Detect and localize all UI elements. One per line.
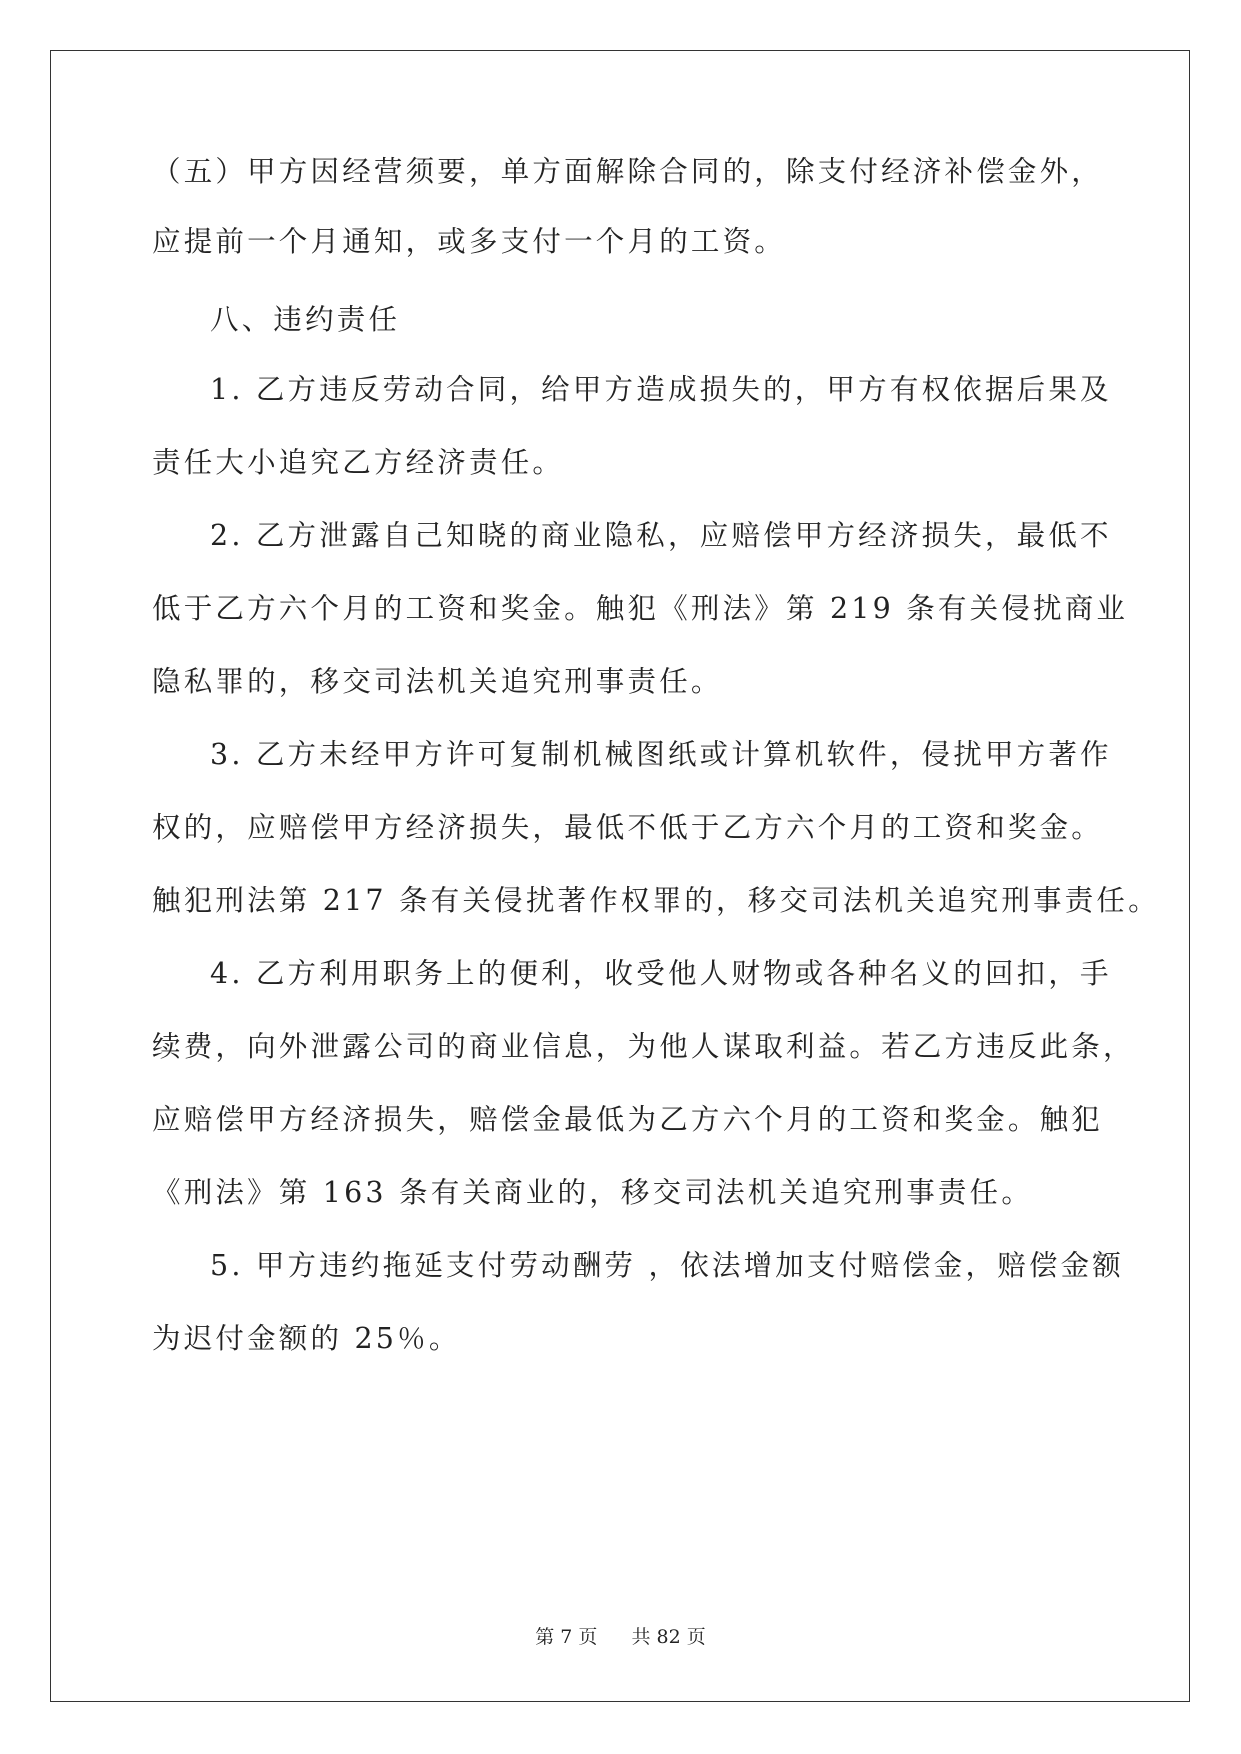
page-frame [50, 50, 1190, 1702]
paragraph-line: 责任大小追究乙方经济责任。 [152, 446, 565, 479]
page-footer [0, 1622, 1241, 1649]
section-heading: 八、违约责任 [210, 303, 401, 336]
paragraph-line: 应赔偿甲方经济损失，赔偿金最低为乙方六个月的工资和奖金。触犯 [152, 1103, 1104, 1136]
paragraph-line: 触犯刑法第 217 条有关侵扰著作权罪的，移交司法机关追究刑事责任。 [152, 884, 1160, 917]
paragraph-line: 续费，向外泄露公司的商业信息，为他人谋取利益。若乙方违反此条， [152, 1030, 1135, 1063]
paragraph-line: 5. 甲方违约拖延支付劳动酬劳 ，依法增加支付赔偿金，赔偿金额 [210, 1249, 1125, 1282]
paragraph-line: 2. 乙方泄露自己知晓的商业隐私，应赔偿甲方经济损失，最低不 [210, 519, 1112, 552]
paragraph-line: 4. 乙方利用职务上的便利，收受他人财物或各种名义的回扣，手 [210, 957, 1112, 990]
paragraph-line: 3. 乙方未经甲方许可复制机械图纸或计算机软件，侵扰甲方著作 [210, 738, 1112, 771]
paragraph-line: 权的，应赔偿甲方经济损失，最低不低于乙方六个月的工资和奖金。 [152, 811, 1104, 844]
paragraph-line: 隐私罪的，移交司法机关追究刑事责任。 [152, 665, 723, 698]
paragraph-line: 应提前一个月通知，或多支付一个月的工资。 [152, 225, 787, 258]
paragraph-line: 1. 乙方违反劳动合同，给甲方造成损失的，甲方有权依据后果及 [210, 373, 1112, 406]
page-number: 第 7 页 [535, 1626, 598, 1648]
paragraph-line: 《刑法》第 163 条有关商业的，移交司法机关追究刑事责任。 [152, 1176, 1034, 1209]
paragraph-line: 为迟付金额的 25％。 [152, 1322, 461, 1355]
paragraph-line: 低于乙方六个月的工资和奖金。触犯《刑法》第 219 条有关侵扰商业 [152, 592, 1129, 625]
paragraph-line: （五）甲方因经营须要，单方面解除合同的，除支付经济补偿金外， [152, 155, 1104, 188]
page-total: 共 82 页 [631, 1626, 706, 1648]
